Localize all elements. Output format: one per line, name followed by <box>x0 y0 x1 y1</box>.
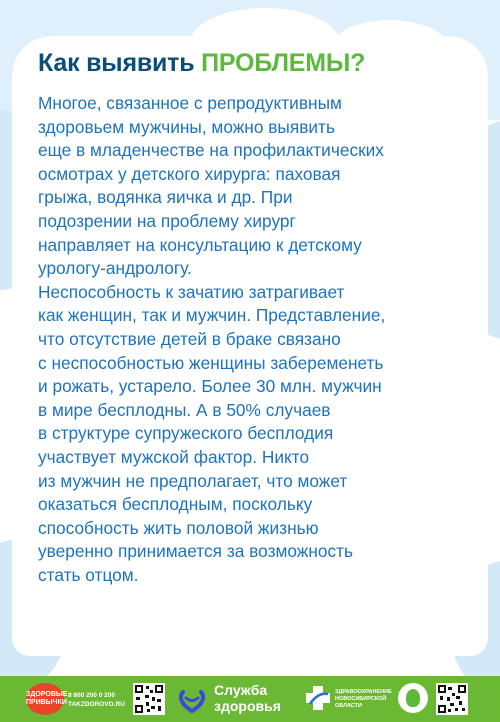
service-name-line: Служба <box>214 682 268 698</box>
body-line: урологу-андрологу. <box>38 258 192 279</box>
body-line: Неспособность к зачатию затрагивает <box>38 281 345 302</box>
hotline-phone: 8 800 200 0 200 <box>68 692 115 699</box>
body-line: в мире бесплодны. А в 50% случаев <box>38 399 331 420</box>
body-line: еще в младенчестве на профилактических <box>38 140 384 161</box>
qr-code-icon[interactable] <box>133 683 165 715</box>
body-line: направляет на консультацию к детскому <box>38 234 362 255</box>
ministry-name <box>335 689 391 710</box>
leaf-shape <box>406 689 420 707</box>
leaf-circle-icon <box>398 683 428 713</box>
body-line: осмотрах у детского хирурга: паховая <box>38 163 341 184</box>
badge-logo: ЗДОРОВЫЕ ПРИВЫЧКИ <box>26 683 64 715</box>
hotline-info <box>68 691 125 709</box>
body-line: здоровьем мужчины, можно выявить <box>38 116 335 137</box>
body-line: оказаться бесплодным, поскольку <box>38 494 313 515</box>
service-name-line: здоровья <box>214 698 281 714</box>
body-text <box>38 92 488 587</box>
body-line: и рожать, устарело. Более 30 млн. мужчин <box>38 376 382 397</box>
body-line: участвует мужской фактор. Никто <box>38 446 310 467</box>
body-line: Многое, связанное с репродуктивным <box>38 93 342 113</box>
footer-bar <box>0 676 500 722</box>
body-line: с неспособностью женщины забеременеть <box>38 352 384 373</box>
body-line: как женщин, так и мужчин. Представление, <box>38 305 386 326</box>
qr-code-icon[interactable] <box>436 683 468 715</box>
medical-cross-icon <box>304 684 332 712</box>
body-line: из мужчин не предполагает, что может <box>38 470 348 491</box>
body-line: что отсутствие детей в браке связано <box>38 328 341 349</box>
service-name <box>214 682 281 714</box>
website-link[interactable]: TAKZDOROVO.RU <box>68 701 125 708</box>
body-line: стать отцом. <box>38 564 139 585</box>
body-line: грыжа, водянка яичка и др. При <box>38 187 293 208</box>
page-title <box>38 46 365 80</box>
heart-logo-icon <box>177 686 207 714</box>
body-line: в структуре супружеского бесплодия <box>38 423 334 444</box>
title-part-highlight: ПРОБЛЕМЫ? <box>201 49 366 77</box>
title-part-question: Как выявить <box>38 49 202 77</box>
body-line: способность жить половой жизнью <box>38 517 319 538</box>
ministry-line: ЗДРАВООХРАНЕНИЕ <box>335 689 392 695</box>
body-line: подозрении на проблему хирург <box>38 210 296 231</box>
ministry-line: НОВОСИБИРСКОЙ ОБЛАСТИ <box>335 696 387 709</box>
body-line: уверенно принимается за возможность <box>38 541 354 562</box>
